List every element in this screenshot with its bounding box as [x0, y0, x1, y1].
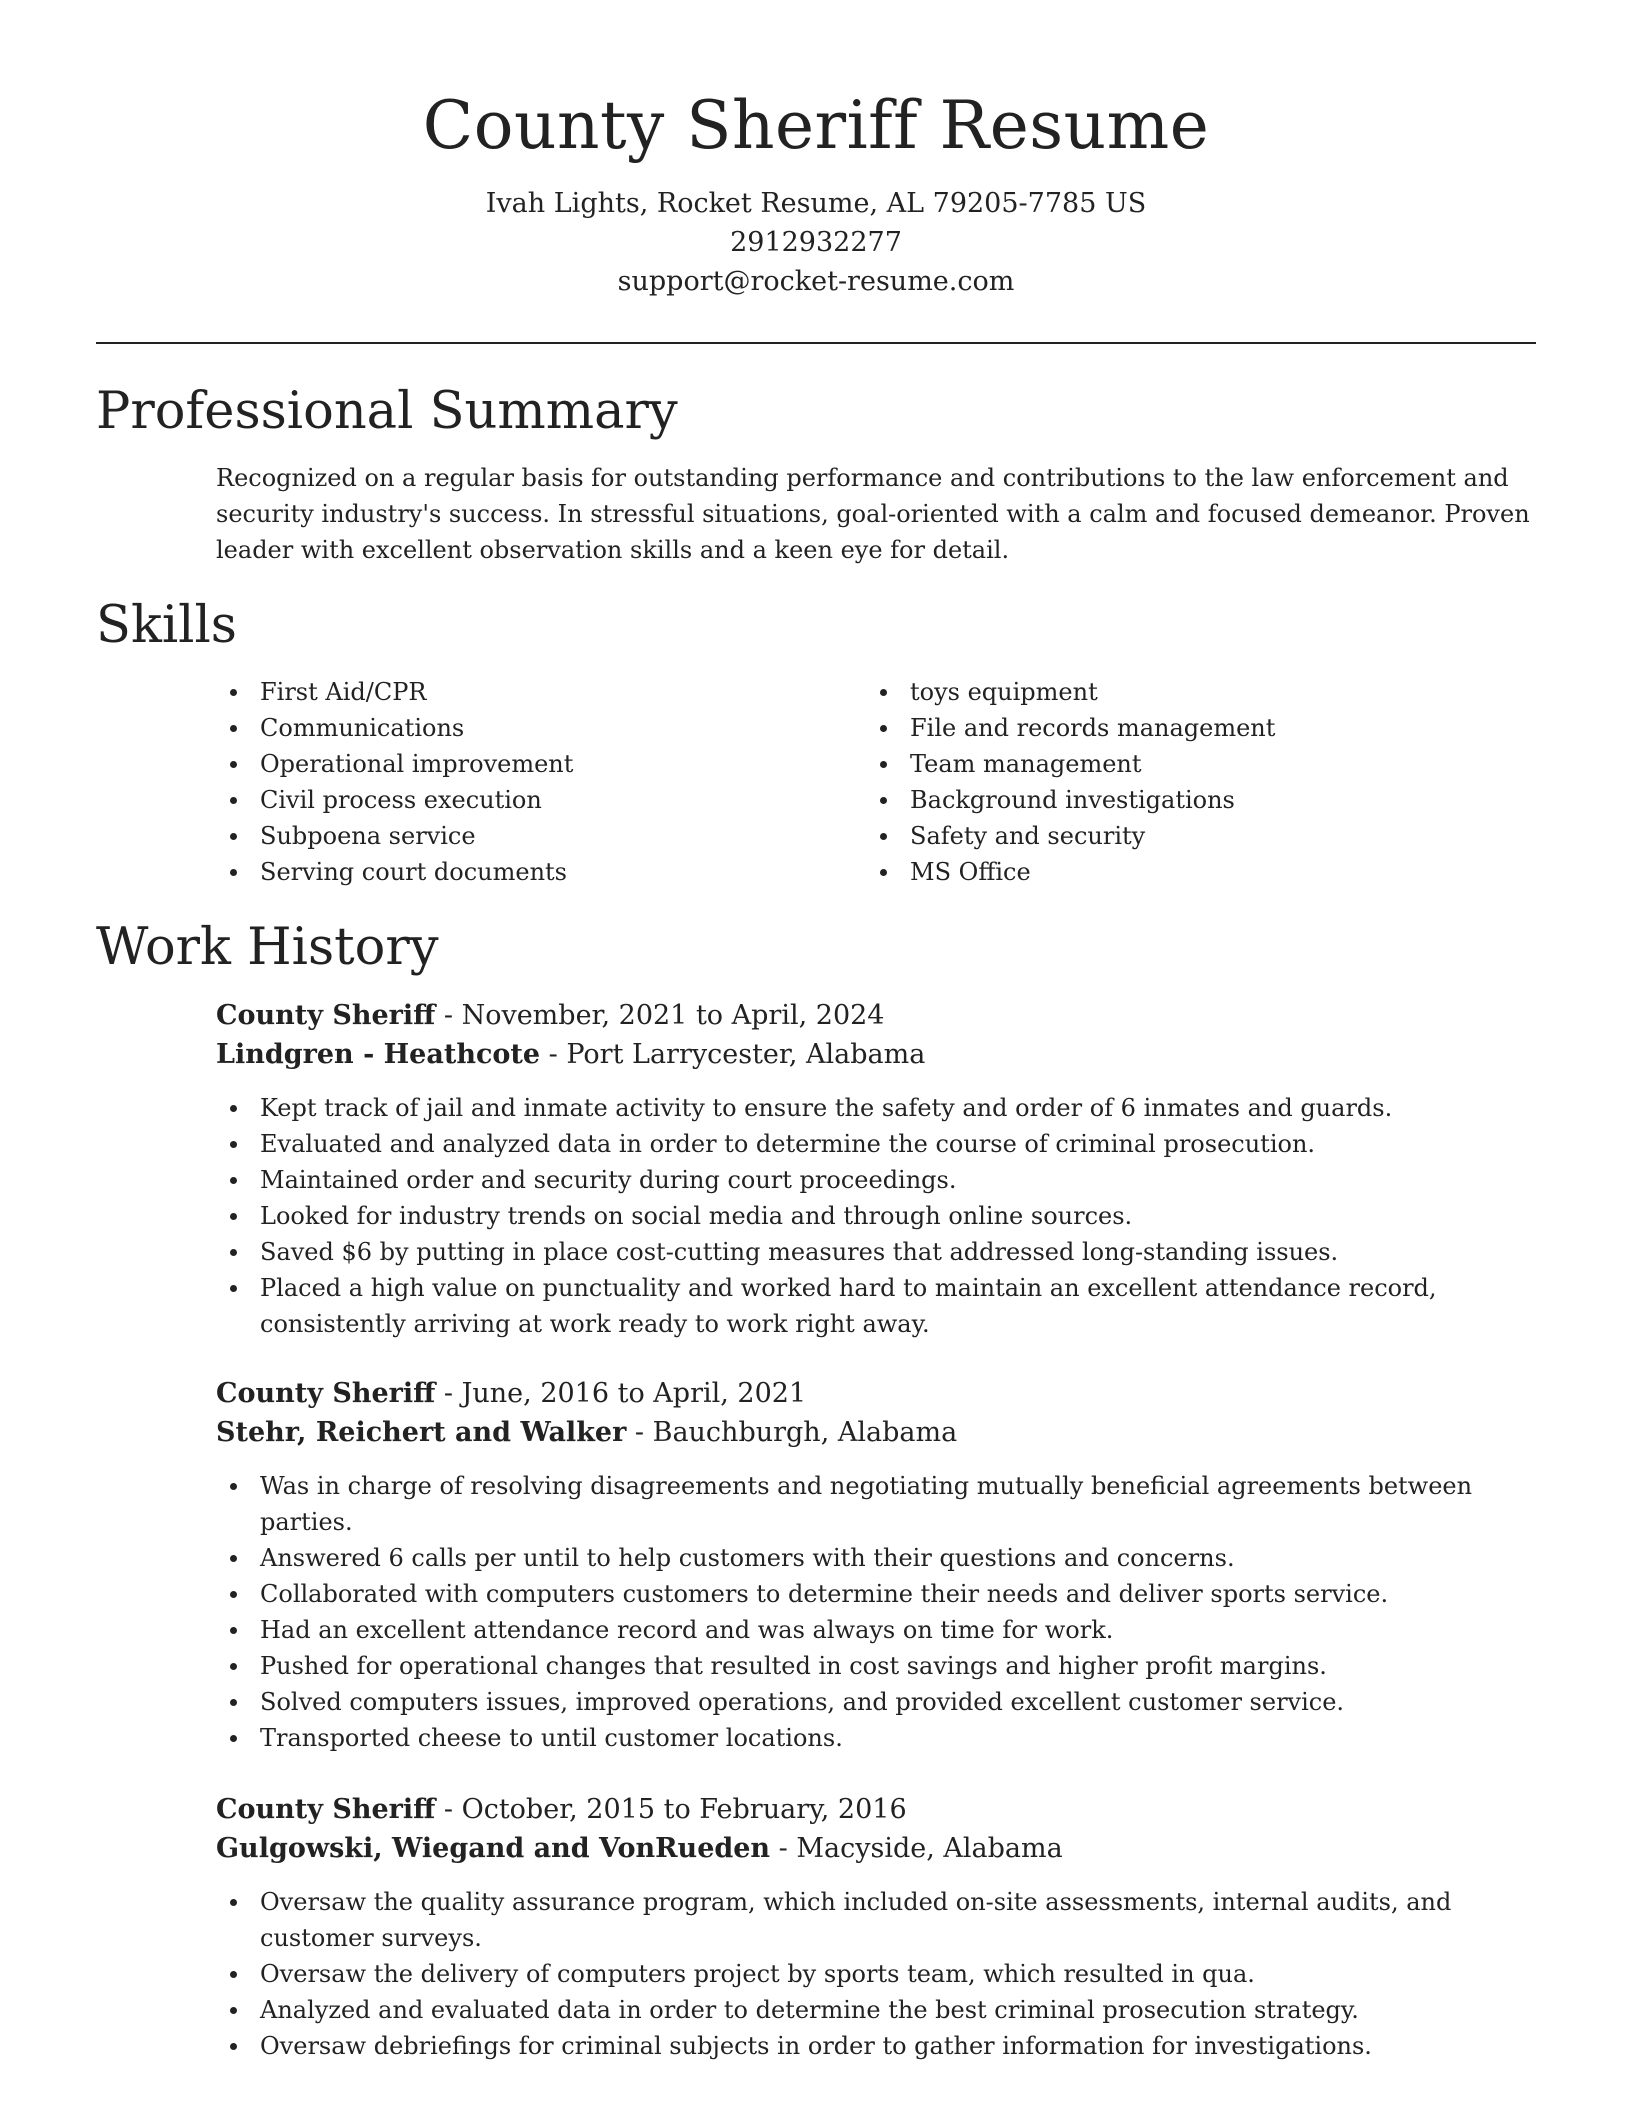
- resume-header: [0, 0, 1632, 301]
- job-bullet: Maintained order and security during court proceedings.: [216, 1162, 1536, 1198]
- job-bullets: [216, 1884, 1536, 2064]
- skill-item: Safety and security: [866, 818, 1516, 854]
- skill-item: Operational improvement: [216, 746, 866, 782]
- skill-item: File and records management: [866, 710, 1516, 746]
- skill-item: Background investigations: [866, 782, 1516, 818]
- job-bullet: Oversaw the delivery of computers project by sports team, which resulted in qua.: [216, 1956, 1536, 1992]
- job-title: County Sheriff: [216, 1794, 436, 1825]
- job-location: - Bauchburgh, Alabama: [626, 1417, 958, 1448]
- summary-text: Recognized on a regular basis for outstanding performance and contributions to the law enforcement and security industry's success. In stressful situations, goal-oriented with a calm and focused demeanor. Proven leader with excellent observation skills and a keen eye for detail.: [216, 464, 1530, 564]
- job-title-line: [216, 1374, 1536, 1413]
- job-bullet: Had an excellent attendance record and was always on time for work.: [216, 1612, 1536, 1648]
- job-employer-line: [216, 1035, 1536, 1074]
- job-bullet: Collaborated with computers customers to determine their needs and deliver sports service.: [216, 1576, 1536, 1612]
- work-history-heading: Work History: [96, 918, 439, 977]
- job-bullet: Oversaw debriefings for criminal subjects in order to gather information for investigations.: [216, 2028, 1536, 2064]
- skill-item: Civil process execution: [216, 782, 866, 818]
- skills-column-right: [866, 674, 1516, 890]
- contact-block: [0, 184, 1632, 301]
- skill-item: First Aid/CPR: [216, 674, 866, 710]
- job-bullet: Placed a high value on punctuality and worked hard to maintain an excellent attendance record, consistently arriving at work ready to work right away.: [216, 1270, 1536, 1342]
- page-title: County Sheriff Resume: [422, 87, 1210, 164]
- job-title-line: [216, 996, 1536, 1035]
- job-employer: Lindgren - Heathcote: [216, 1039, 541, 1070]
- job-location: - Macyside, Alabama: [770, 1833, 1063, 1864]
- job-bullet: Kept track of jail and inmate activity to ensure the safety and order of 6 inmates and guards.: [216, 1090, 1536, 1126]
- job-dates: - November, 2021 to April, 2024: [435, 1000, 885, 1031]
- job-bullet: Looked for industry trends on social media and through online sources.: [216, 1198, 1536, 1234]
- contact-phone: 2912932277: [730, 227, 902, 258]
- job-entry: [216, 1790, 1536, 2064]
- job-employer-line: [216, 1413, 1536, 1452]
- skill-item: Subpoena service: [216, 818, 866, 854]
- job-entry: [216, 1374, 1536, 1756]
- header-divider: [96, 342, 1536, 344]
- job-bullet: Answered 6 calls per until to help customers with their questions and concerns.: [216, 1540, 1536, 1576]
- summary-heading: Professional Summary: [96, 382, 678, 441]
- job-bullets: [216, 1090, 1536, 1342]
- contact-email: support@rocket-resume.com: [617, 266, 1015, 297]
- job-bullet: Evaluated and analyzed data in order to determine the course of criminal prosecution.: [216, 1126, 1536, 1162]
- job-bullet: Was in charge of resolving disagreements and negotiating mutually beneficial agreements between parties.: [216, 1468, 1536, 1540]
- job-title: County Sheriff: [216, 1378, 436, 1409]
- skill-item: Team management: [866, 746, 1516, 782]
- skills-column-left: [216, 674, 866, 890]
- job-employer: Gulgowski, Wiegand and VonRueden: [216, 1833, 771, 1864]
- contact-address: Ivah Lights, Rocket Resume, AL 79205-7785 US: [485, 188, 1147, 219]
- job-location: - Port Larrycester, Alabama: [540, 1039, 926, 1070]
- skill-item: toys equipment: [866, 674, 1516, 710]
- skill-item: Serving court documents: [216, 854, 866, 890]
- job-employer-line: [216, 1829, 1536, 1868]
- job-title: County Sheriff: [216, 1000, 436, 1031]
- job-bullets: [216, 1468, 1536, 1756]
- skills-heading: Skills: [96, 596, 237, 655]
- job-employer: Stehr, Reichert and Walker: [216, 1417, 627, 1448]
- skill-item: Communications: [216, 710, 866, 746]
- skill-item: MS Office: [866, 854, 1516, 890]
- job-bullet: Transported cheese to until customer locations.: [216, 1720, 1536, 1756]
- skills-list: [216, 674, 1536, 890]
- job-bullet: Pushed for operational changes that resulted in cost savings and higher profit margins.: [216, 1648, 1536, 1684]
- job-bullet: Solved computers issues, improved operations, and provided excellent customer service.: [216, 1684, 1536, 1720]
- job-entry: [216, 996, 1536, 1342]
- job-bullet: Saved $6 by putting in place cost-cutting measures that addressed long-standing issues.: [216, 1234, 1536, 1270]
- job-bullet: Oversaw the quality assurance program, which included on-site assessments, internal audits, and customer surveys.: [216, 1884, 1536, 1956]
- job-dates: - June, 2016 to April, 2021: [435, 1378, 807, 1409]
- job-bullet: Analyzed and evaluated data in order to determine the best criminal prosecution strategy.: [216, 1992, 1536, 2028]
- job-title-line: [216, 1790, 1536, 1829]
- job-dates: - October, 2015 to February, 2016: [435, 1794, 907, 1825]
